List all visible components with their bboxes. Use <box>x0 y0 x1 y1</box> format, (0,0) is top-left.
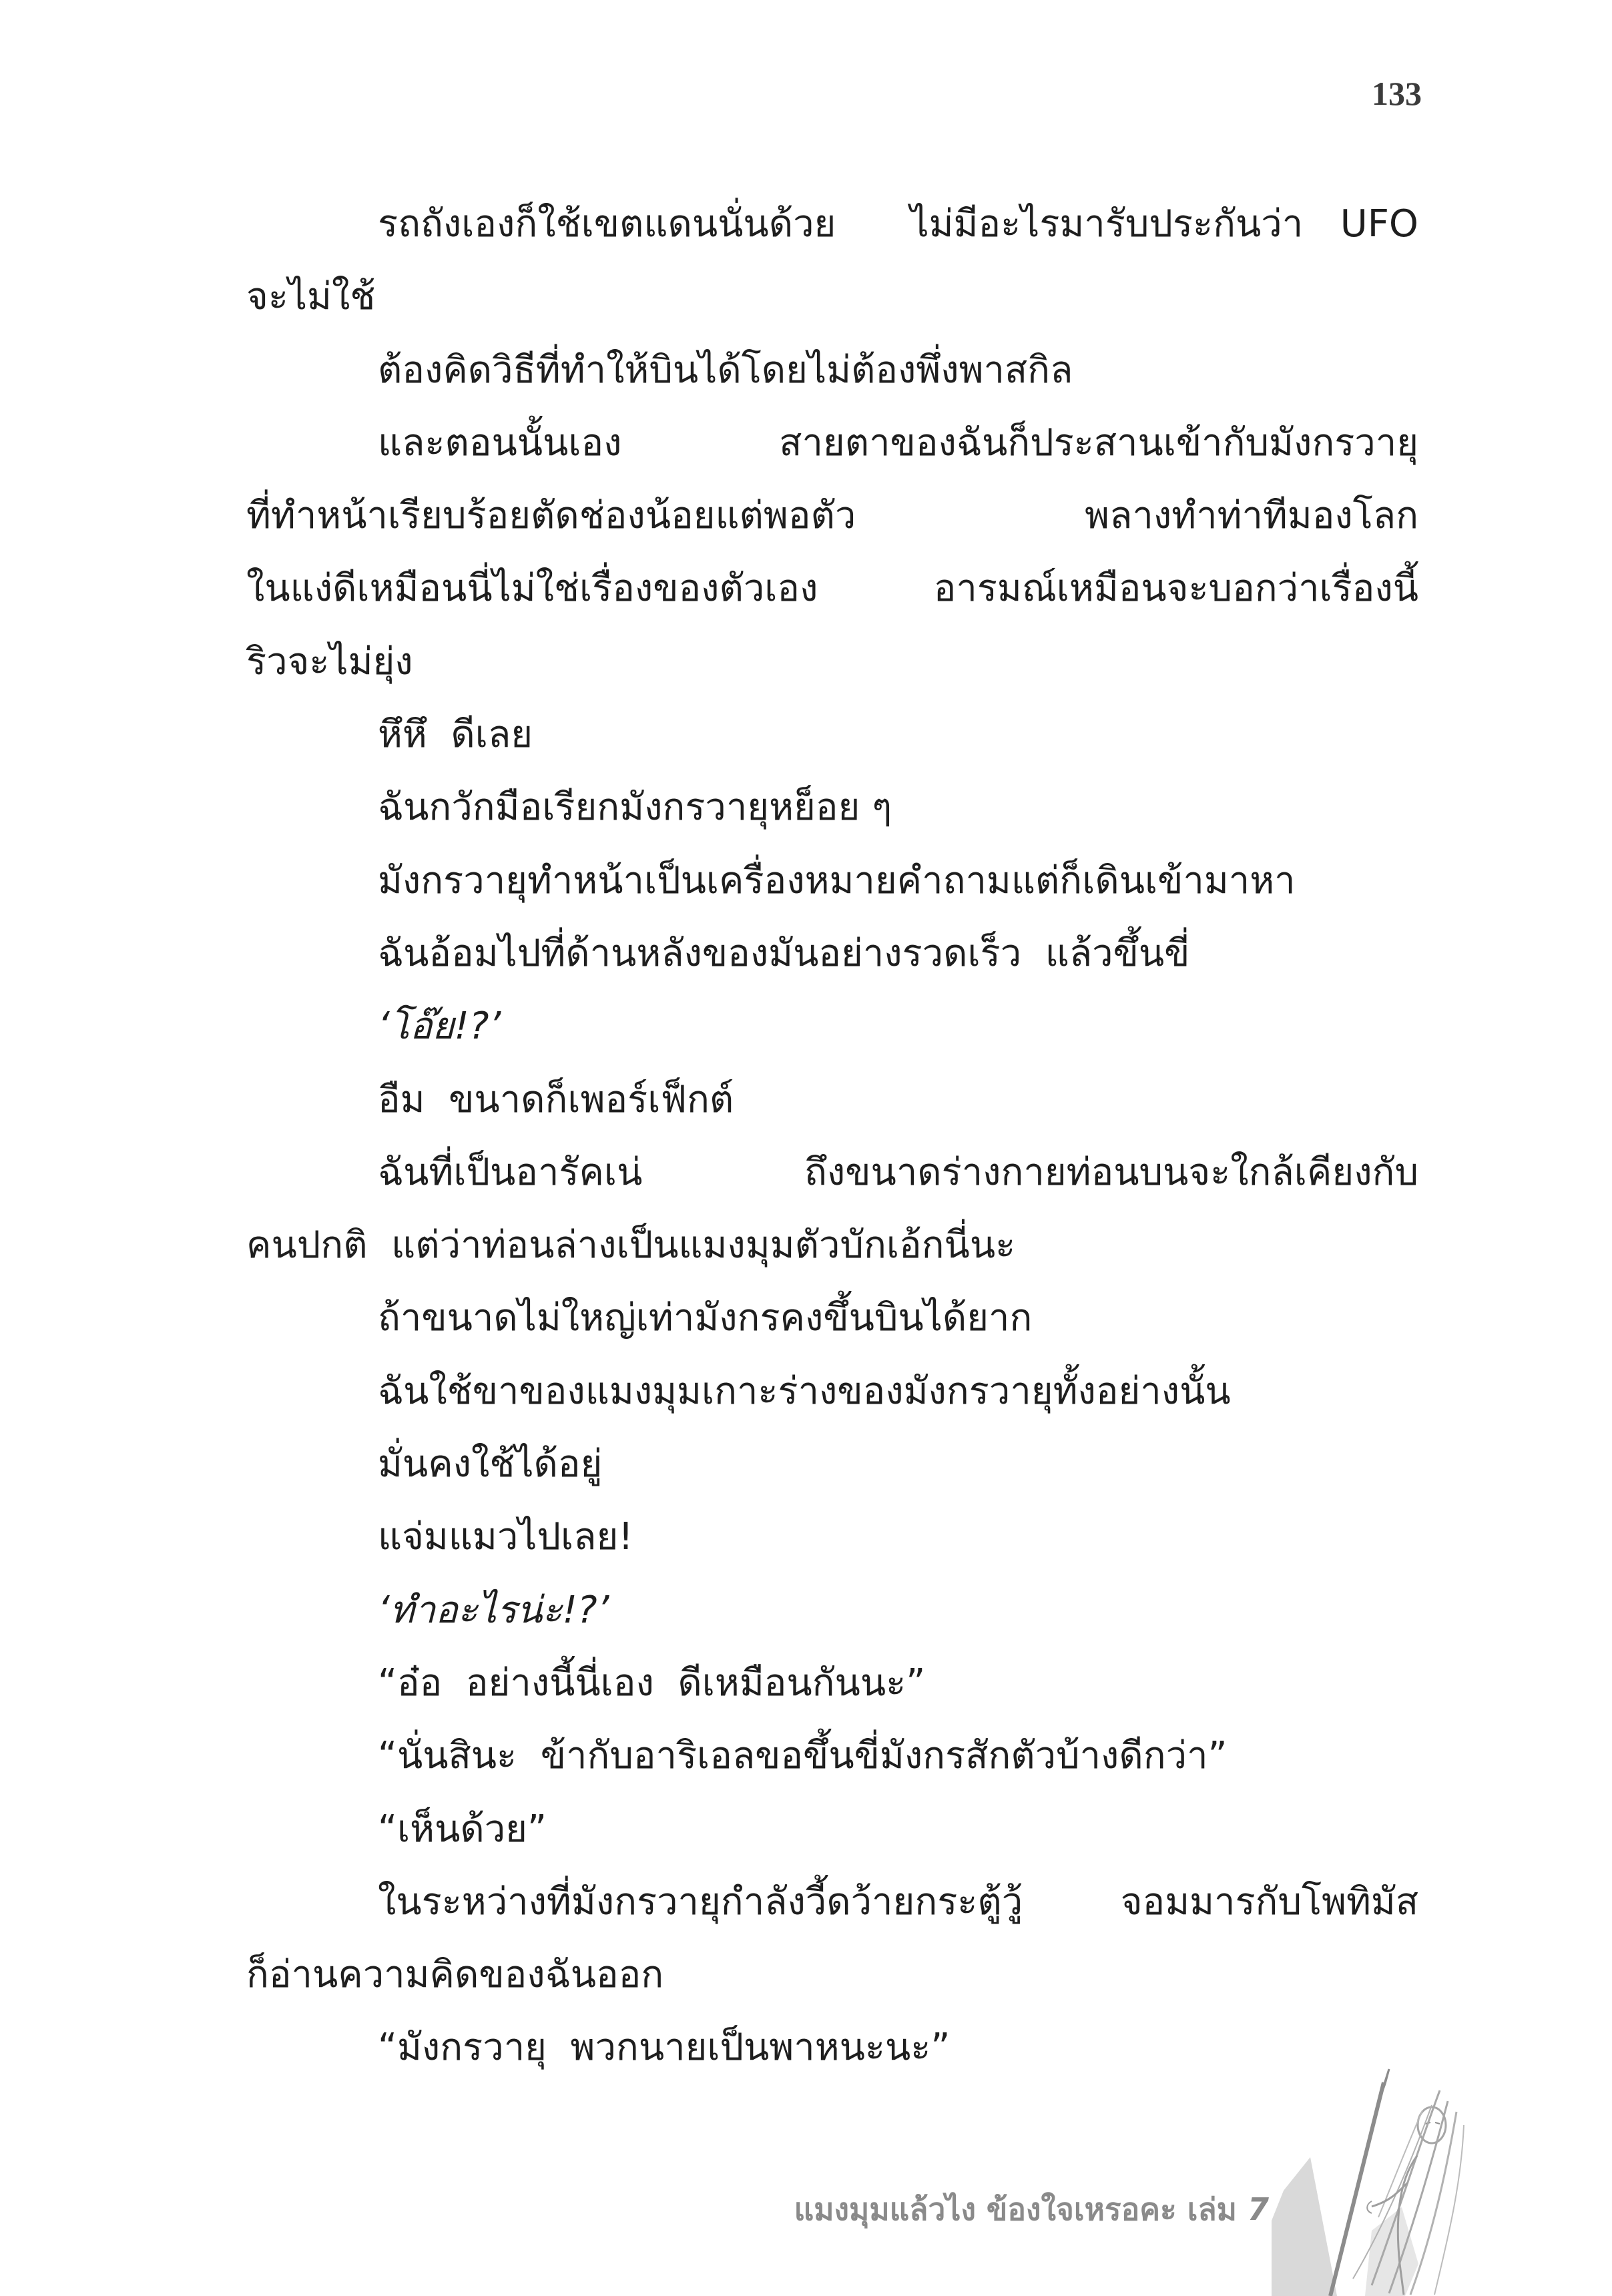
text-line: ฉันที่เป็นอารัคเน่ ถึงขนาดร่างกายท่อนบนจะใกล้เคียงกับ <box>378 1150 1418 1194</box>
paragraph <box>246 844 1418 917</box>
text-line: และตอนนั้นเอง สายตาของฉันก็ประสานเข้ากับมังกรวายุ <box>378 420 1418 465</box>
text-line: หึหึ ดีเลย <box>378 713 533 757</box>
staff-tip <box>1378 2069 1389 2102</box>
text-line: ในระหว่างที่มังกรวายุกำลังวี้ดว้ายกระตู้วู้ จอมมารกับโพทิมัส <box>378 1880 1418 1924</box>
dialogue-paragraph <box>246 1719 1418 1792</box>
text-line: “เห็นด้วย” <box>378 1807 547 1851</box>
text-line: ที่ทำหน้าเรียบร้อยตัดช่องน้อยแต่พอตัว พลางทำท่าทีมองโลก <box>246 494 1418 538</box>
character-sketch-icon <box>1272 2064 1479 2296</box>
text-line: มั่นคงใช้ได้อยู่ <box>378 1442 603 1486</box>
text-line: ก็อ่านความคิดของฉันออก <box>246 1953 664 1997</box>
text-line: “มังกรวายุ พวกนายเป็นพาหนะนะ” <box>378 2026 951 2070</box>
paragraph <box>246 1866 1418 2012</box>
paragraph <box>246 334 1418 406</box>
dialogue-paragraph <box>246 1647 1418 1719</box>
text-line: รถถังเองก็ใช้เขตแดนนั่นด้วย ไม่มีอะไรมารับประกันว่า UFO <box>378 202 1418 246</box>
dialogue-paragraph <box>246 2011 1418 2084</box>
paragraph <box>246 1355 1418 1428</box>
paragraph <box>246 771 1418 844</box>
running-footer <box>794 2189 1269 2229</box>
text-line: มังกรวายุทำหน้าเป็นเครื่องหมายคำถามแต่ก็เดินเข้ามาหา <box>378 858 1296 902</box>
dialogue-paragraph <box>246 1793 1418 1866</box>
thought-paragraph <box>246 1574 1418 1647</box>
paragraph <box>246 188 1418 334</box>
paragraph <box>246 1428 1418 1500</box>
book-title: แมงมุมแล้วไง ข้องใจเหรอคะ เล่ม <box>794 2191 1237 2227</box>
body-text <box>246 188 1418 2084</box>
hair-strand <box>1410 2112 1456 2295</box>
paragraph <box>246 1063 1418 1136</box>
text-line: ในแง่ดีเหมือนนี่ไม่ใช่เรื่องของตัวเอง อารมณ์เหมือนจะบอกว่าเรื่องนี้ <box>246 567 1418 611</box>
text-line: ต้องคิดวิธีที่ทำให้บินได้โดยไม่ต้องพึ่งพาสกิล <box>378 348 1073 392</box>
text-line: อืม ขนาดก็เพอร์เฟ็กต์ <box>378 1077 734 1121</box>
text-line: แจ่มแมวไปเลย! <box>378 1515 633 1559</box>
text-line: “นั่นสินะ ข้ากับอาริเอลขอขึ้นขี่มังกรสักตัวบ้างดีกว่า” <box>378 1734 1228 1778</box>
volume-number: 7 <box>1247 2191 1269 2227</box>
paragraph <box>246 698 1418 771</box>
paragraph <box>246 917 1418 990</box>
shadow-shading <box>1272 2157 1337 2296</box>
paragraph <box>246 1136 1418 1282</box>
text-line: คนปกติ แต่ว่าท่อนล่างเป็นแมงมุมตัวบักเอ้กนี่นะ <box>246 1223 1016 1267</box>
text-line: ‘ทำอะไรน่ะ!?’ <box>378 1588 609 1632</box>
paragraph <box>246 1500 1418 1573</box>
text-line: ฉันใช้ขาของแมงมุมเกาะร่างของมังกรวายุทั้งอย่างนั้น <box>378 1369 1231 1413</box>
thought-paragraph <box>246 990 1418 1063</box>
paragraph <box>246 1281 1418 1354</box>
text-line: ฉันอ้อมไปที่ด้านหลังของมันอย่างรวดเร็ว แล้วขึ้นขี่ <box>378 931 1190 975</box>
page-number: 133 <box>1372 75 1422 112</box>
text-line: ‘โอ๊ย!?’ <box>378 1005 501 1049</box>
paragraph <box>246 406 1418 698</box>
text-line: ถ้าขนาดไม่ใหญ่เท่ามังกรคงขึ้นบินได้ยาก <box>378 1296 1033 1340</box>
hand-outline <box>1367 2201 1372 2213</box>
text-line: “อ๋อ อย่างนี้นี่เอง ดีเหมือนกันนะ” <box>378 1661 926 1705</box>
text-line: ริวจะไม่ยุ่ง <box>246 639 413 683</box>
text-line: จะไม่ใช้ <box>246 275 376 319</box>
text-line: ฉันกวักมือเรียกมังกรวายุหย็อย ๆ <box>378 786 892 830</box>
